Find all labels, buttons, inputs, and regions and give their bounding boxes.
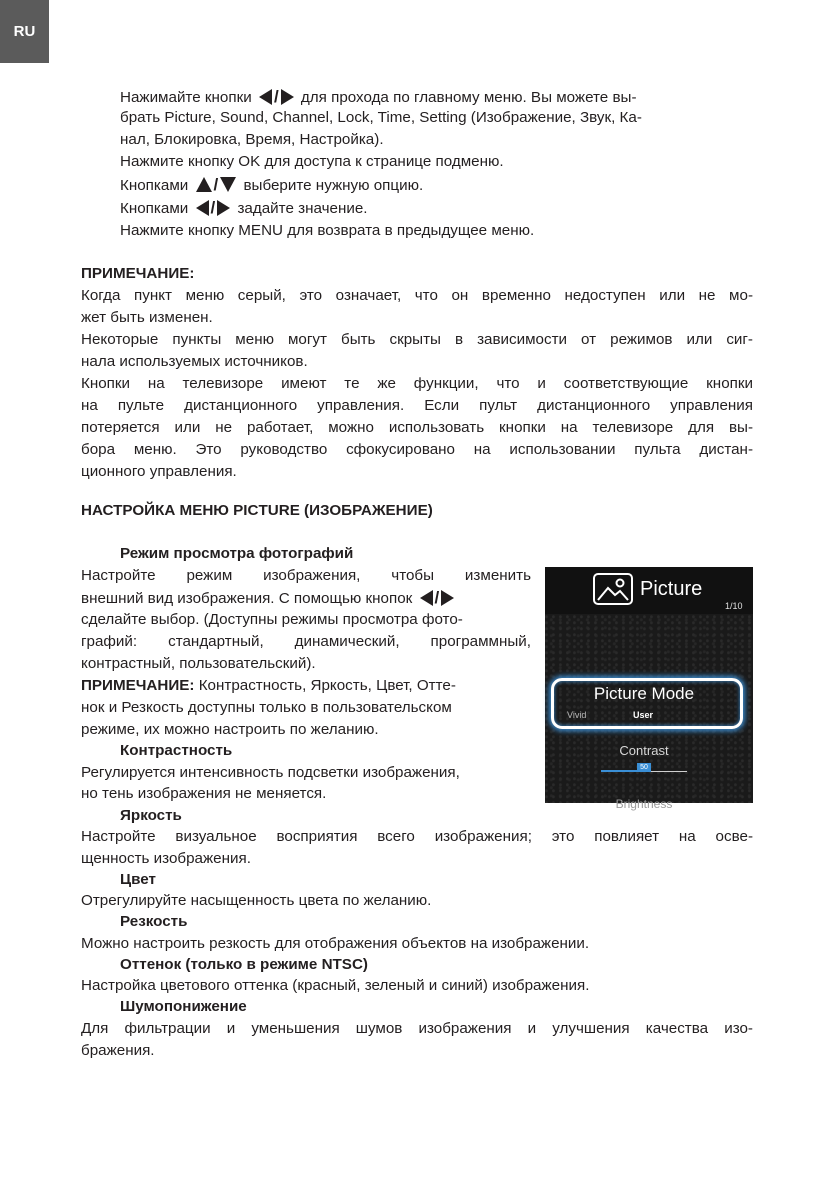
- nav-line-5-start: Кнопками: [120, 177, 189, 194]
- nav-line-4: Нажмите кнопку OK для доступа к странице подменю.: [120, 153, 504, 170]
- nav-line-5-end: выберите нужную опцию.: [243, 177, 424, 194]
- noise-heading: Шумопонижение: [120, 998, 247, 1015]
- nav-line-6-start: Кнопками: [120, 200, 189, 217]
- nav-line-1: [120, 86, 637, 109]
- photo-mode-heading: Режим просмотра фотографий: [120, 545, 354, 562]
- note-line: Кнопки на телевизоре имеют те же функции, что и соответствующие кнопки: [81, 375, 753, 392]
- contrast-slider[interactable]: [601, 764, 687, 772]
- tv-menu-screenshot: [545, 567, 753, 811]
- note-heading: ПРИМЕЧАНИЕ:: [81, 265, 195, 282]
- brightness-menu-item: Brightness: [615, 797, 673, 811]
- picture-mode-value: User: [633, 710, 654, 720]
- photo-mode-line: контрастный, пользовательский).: [81, 655, 316, 672]
- nav-line-5: [120, 174, 423, 197]
- left-right-arrows-icon: /: [196, 197, 231, 220]
- brightness-line: щенность изображения.: [81, 850, 251, 867]
- note-line: жет быть изменен.: [81, 309, 213, 326]
- contrast-line: но тень изображения не меняется.: [81, 785, 327, 802]
- picture-icon: [593, 573, 633, 605]
- contrast-line: Регулируется интенсивность подсветки изображения,: [81, 764, 460, 781]
- sharpness-line: Можно настроить резкость для отображения объектов на изображении.: [81, 935, 590, 952]
- photo-mode-line: нок и Резкость доступны только в пользовательском: [81, 699, 452, 716]
- photo-mode-note-text: Контрастность, Яркость, Цвет, Отте-: [194, 677, 456, 694]
- photo-mode-line: режиме, их можно настроить по желанию.: [81, 721, 379, 738]
- tint-heading: Оттенок (только в режиме NTSC): [120, 956, 368, 973]
- photo-mode-note-line: [81, 675, 456, 697]
- tv-menu-page-indicator: 1/10: [725, 601, 743, 611]
- nav-line-2: брать Picture, Sound, Channel, Lock, Time, Setting (Изображение, Звук, Ка-: [120, 109, 642, 126]
- photo-mode-line: графий: стандартный, динамический, программный,: [81, 633, 531, 650]
- language-tab: RU: [0, 0, 49, 63]
- note-line: потеряется или не работает, можно использовать кнопки на телевизоре для вы-: [81, 419, 753, 436]
- picture-mode-label: Picture Mode: [593, 684, 695, 703]
- nav-line-1-end: для прохода по главному меню. Вы можете вы-: [300, 89, 637, 106]
- photo-mode-line-2-text: внешний вид изображения. С помощью кнопок: [81, 590, 413, 607]
- left-right-arrows-icon: /: [420, 587, 455, 610]
- tv-menu-header: [545, 567, 753, 614]
- nav-line-1-start: Нажимайте кнопки: [120, 89, 252, 106]
- left-right-arrows-icon: /: [259, 86, 294, 109]
- photo-mode-line: [81, 587, 457, 610]
- noise-line: Для фильтрации и уменьшения шумов изображения и улучшения качества изо-: [81, 1020, 753, 1037]
- picture-mode-prev-option: Vivid: [567, 710, 587, 720]
- brightness-heading: Яркость: [120, 807, 182, 824]
- color-heading: Цвет: [120, 871, 156, 888]
- note-line: ционного управления.: [81, 463, 237, 480]
- color-line: Отрегулируйте насыщенность цвета по желанию.: [81, 892, 432, 909]
- nav-line-3: нал, Блокировка, Время, Настройка).: [120, 131, 384, 148]
- tv-menu-title: Picture: [640, 578, 703, 600]
- tint-line: Настройка цветового оттенка (красный, зеленый и синий) изображения.: [81, 977, 590, 994]
- note-line: бора меню. Это руководство сфокусировано на использовании пульта дистан-: [81, 441, 753, 458]
- photo-mode-line: Настройте режим изображения, чтобы изменить: [81, 567, 531, 584]
- contrast-slider-value: 50: [637, 763, 651, 772]
- nav-line-6: [120, 197, 367, 220]
- noise-line: бражения.: [81, 1042, 155, 1059]
- brightness-line: Настройте визуальное восприятия всего изображения; это повлияет на осве-: [81, 828, 753, 845]
- photo-mode-line: сделайте выбор. (Доступны режимы просмотра фото-: [81, 611, 463, 628]
- note-line: на пульте дистанционного управления. Если пульт дистанционного управления: [81, 397, 753, 414]
- contrast-label: Contrast: [619, 743, 669, 758]
- sharpness-heading: Резкость: [120, 913, 188, 930]
- photo-mode-note-label: ПРИМЕЧАНИЕ:: [81, 677, 195, 694]
- note-line: Когда пункт меню серый, это означает, что он временно недоступен или не мо-: [81, 287, 753, 304]
- note-line: нала используемых источников.: [81, 353, 308, 370]
- note-line: Некоторые пункты меню могут быть скрыты в зависимости от режимов или сиг-: [81, 331, 753, 348]
- contrast-heading: Контрастность: [120, 742, 233, 759]
- section-title: НАСТРОЙКА МЕНЮ PICTURE (ИЗОБРАЖЕНИЕ): [81, 502, 433, 519]
- nav-line-6-end: задайте значение.: [237, 200, 368, 217]
- up-down-arrows-icon: /: [196, 174, 237, 197]
- nav-line-7: Нажмите кнопку MENU для возврата в предыдущее меню.: [120, 222, 535, 239]
